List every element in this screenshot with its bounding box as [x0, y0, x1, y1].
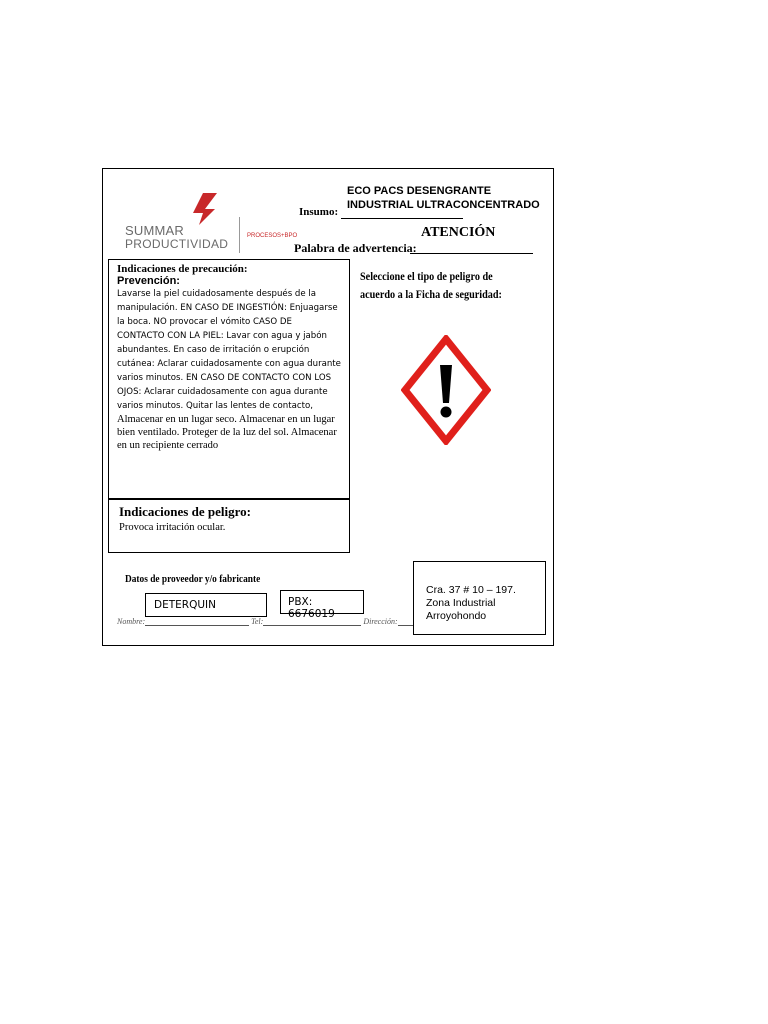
storage-text: Almacenar en un lugar seco. Almacenar en un lugar bien ventilado. Proteger de la luz del sol. Almacenar en un recipiente cerrado [117, 414, 337, 451]
hazard-title: Indicaciones de peligro: [119, 504, 251, 519]
safety-label [102, 168, 554, 646]
logo-divider [239, 217, 240, 253]
precaution-title: Indicaciones de precaución: [117, 263, 248, 275]
signal-word-underline [410, 253, 533, 254]
ghs07-exclamation-icon [401, 335, 491, 445]
pictogram-instruction: Seleccione el tipo de peligro de acuerdo a la Ficha de seguridad: [360, 269, 502, 301]
tel-label: Tel: [251, 617, 264, 626]
insumo-label: Insumo: [299, 206, 339, 218]
supplier-title: Datos de proveedor y/o fabricante [125, 573, 261, 585]
logo-tagline: PROCESOS+BPO [247, 233, 298, 239]
product-name-line1: ECO PACS DESENGRANTE [347, 185, 492, 197]
supplier-tel-field: PBX: 6676019 [280, 590, 364, 614]
signal-word-label: Palabra de advertencia: [294, 241, 417, 255]
supplier-address-field: Cra. 37 # 10 – 197. Zona Industrial Arroyohondo [413, 561, 546, 635]
hazard-box [108, 499, 350, 553]
precaution-box [108, 259, 350, 499]
product-name [347, 184, 540, 212]
product-name-line2: INDUSTRIAL ULTRACONCENTRADO [347, 199, 540, 211]
company-logo [123, 191, 298, 251]
insumo-underline [341, 218, 463, 219]
logo-brand-name: SUMMAR [125, 223, 184, 238]
hazard-text: Provoca irritación ocular. [119, 522, 226, 533]
name-label: Nombre: [117, 617, 146, 626]
logo-brand-subtitle: PRODUCTIVIDAD [125, 237, 229, 251]
precaution-text: Lavarse la piel cuidadosamente después de la manipulación. EN CASO DE INGESTIÓN: Enjuagarse la boca. NO provocar el vómito CASO DE CONTACTO CON LA PIEL: Lavar con agua y jabón abundantes. En caso de irritación o erupción cutánea: Aclarar cuidadosamente con agua durante varios minutos. EN CASO DE CONTACTO CON LOS OJOS: Aclarar cuidadosamente con agua durante varios minutos. Quitar las lentes de contacto, [117, 289, 341, 411]
prevention-subtitle: Prevención: [117, 275, 180, 287]
signal-word: ATENCIÓN [421, 225, 496, 240]
summar-logo-icon [181, 191, 235, 225]
address-label: Dirección: [363, 617, 398, 626]
supplier-name-field: DETERQUIN [145, 593, 267, 617]
